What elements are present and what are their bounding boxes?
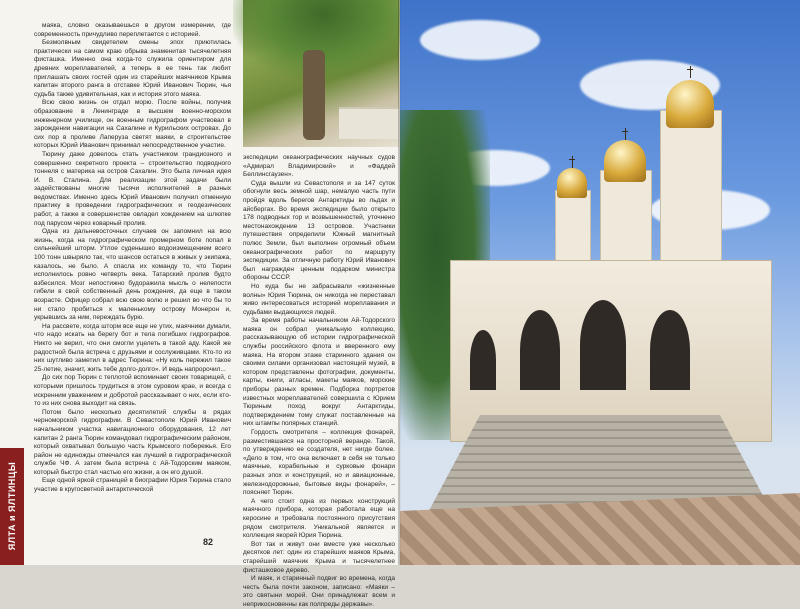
section-tab-label: ЯЛТА и ЯЛТИНЦЫ — [7, 461, 17, 551]
paragraph: Гордость смотрителя – коллекция фонарей, разместившаяся на просторной веранде. Такой, по утверждению ее создателя, нет нигде более. «Дело в том, что она включает в себя не только маячные, корабельные и сурковые фонари разных эпох и конструкций, но и авиационные, железнодорожные, бытовые виды фонарей», – поясняет Тюрин. — [243, 429, 395, 497]
paragraph: Всю свою жизнь он отдал морю. После войны, получив образование в Ленинграде в высшем военно-морском инженерном училище, он военным гидрографом участвовал в зарождении навигации на Сахалине и Курильских островах. До сих пор в проливе Лаперуза светят маяки, в строительстве которых Юрий Иванович принимал непосредственное участие. — [34, 99, 231, 150]
paragraph: Но куда бы не забрасывали «жизненные волны» Юрия Тюрина, он никогда не переставал живо интересоваться историей мореплавания и судьбами выдающихся людей. — [243, 282, 395, 316]
text-column-1 — [34, 22, 231, 544]
paragraph: Тюрину даже довелось стать участником грандиозного и совершенно секретного проекта – строительство подводного тоннеля с материка на остров Сахалин. Это была личная идея И. В. Сталина. Для реализации этой задачи были задействованы многие тысячи исполнителей в разных ведомствах. Именно здесь Юрий Иванович получил отменную практику в проведении гидрографических и геодезических работ, а также в совершенстве овладел хождением на шлюпке под парусом через коварный пролив. — [34, 150, 231, 227]
paragraph: А чего стоит одна из первых конструкций маячного прибора, которая работала еще на керосине и требовала постоянного присутствия рядом смотрителя. Уникальной является и коллекция якорей Юрия Тюрина. — [243, 497, 395, 540]
left-page — [0, 0, 399, 608]
paragraph: маяка, словно оказываешься в другом измерении, где современность причудливо переплетается с историей. — [34, 22, 231, 38]
page-gutter — [398, 0, 401, 565]
paragraph: На рассвете, когда шторм все еще не утих, маячники думали, что надо искать на берегу бот и тела погибших гидрографов. Никто не верил, что они смогли уцелеть в такой аду. Какой же радостной была встреча с друзьями и сослуживцами. Кто-то из них шутливо заметил в адрес Тюрина: «Ну коль пережил такое 25-летие, значит, жить тебе долго-долго». И ведь напророчил... — [34, 322, 231, 373]
paragraph: И маяк, и старинный подвиг во времена, когда честь была почти законом, записано: «Маяки – это святыни морей. Они принадлежат всем и неприкосновенны как полпреды державы». — [243, 575, 395, 608]
paragraph: Вот так и живут они вместе уже несколько десятков лет: один из старейших маяков Крыма, старейший маячник Крыма и тысячелетнее фисташковое дерево. — [243, 540, 395, 574]
paragraph: За время работы начальником Ай-Тодорского маяка он собрал уникальную коллекцию, рассказывающую об истории гидрографической службы российского флота и вверенного ему маяка. На втором этаже старинного здания он своими силами организовал настоящий музей, в котором представлены фотографии, документы, карты, книги, атласы, макеты маяков, морские приборы разных времен. Подборка портретов известных мореплавателей совершила с Юрием Тюриным поход вокруг Антарктиды, подтверждением тому служат поставленные на них штампы полярных станций. — [243, 317, 395, 428]
page-number: 82 — [203, 537, 214, 547]
paragraph: экспедиции океанографических научных судов «Адмирал Владимирский» и «Фаддей Беллинсгаузен». — [243, 154, 395, 179]
paragraph: Суда вышли из Севастополя и за 147 суток обогнули весь земной шар, немалую часть пути пройдя вдоль берегов Антарктиды во льдах и айсбергах. Во время экспедиции было открыто 178 подводных гор и возвышенностей, уточнено местонахождение 13 островов. Участники путешествия определили Южный магнитный полюс Земли, был выполнен огромный объем океанографических работ по маршруту экспедиции. За отличную работу Юрий Иванович был награжден ценным подарком министра обороны СССР. — [243, 179, 395, 282]
paragraph: Еще одной яркой страницей в биографии Юрия Тюрина стало участие в кругосветной антарктической — [34, 477, 231, 494]
text-column-2 — [243, 154, 395, 608]
paragraph: До сих пор Тюрин с теплотой вспоминает своих товарищей, с которыми пришлось трудиться в этом суровом крае, и всегда с искренним уважением и добротой рассказывает о них, если кто-то из них снова выходит на связь. — [34, 374, 231, 408]
paragraph: Одна из дальневосточных случаев он запомнил на всю жизнь, когда на гидрографическом промерном боте попал в сильнейший шторм. Утлое суденышко водоизмещением всего 100 тонн швыряло так, что шансов остаться в живых у экипажа, казалось, не было. А спасла их команду то, что Тюрин исполнилось ровно четверть века. Татарский пролив будто взбесился. Мозг непостижно будоражила мысль о нелепости гибели в свой собственный день рождения, да еще в таком возрасте. Офицер собрал всю свою волю и решил во что бы то ни стало пробиться к маленькому острову Монерон и, укрывшись за ним, переждать бурю. — [34, 228, 231, 322]
church-photo — [400, 0, 800, 565]
paragraph: Потом было несколько десятилетий службы в рядах черноморской гидрографии. В Севастополе Юрий Иванович начальником участка навигационного оборудования, 12 лет капитан 2 ранга Тюрин командовал гидрографическим районом, который охватывал большую часть Крымского побережья. Его район не единожды отмечался как лучший в гидрографической службе ЧФ. А затем была встреча с Ай-Тодорским маяком, который быстро стал частью его жизни, а он его душой. — [34, 408, 231, 476]
paragraph: Безмолвным свидетелем смены эпох приютилась практически на самом краю обрыва знаменитая тысячелетняя фисташка. Именно она когда-то служила ориентиром для древних мореплавателей, а теперь в ее тень так любит приглашать своих гостей один из старейших маячников Крыма капитан второго ранга в отставке Юрий Иванович Тюрин, чья судьба также удивительная, как и история этого маяка. — [34, 39, 231, 98]
section-tab — [0, 448, 24, 565]
tree-photo — [243, 0, 399, 147]
